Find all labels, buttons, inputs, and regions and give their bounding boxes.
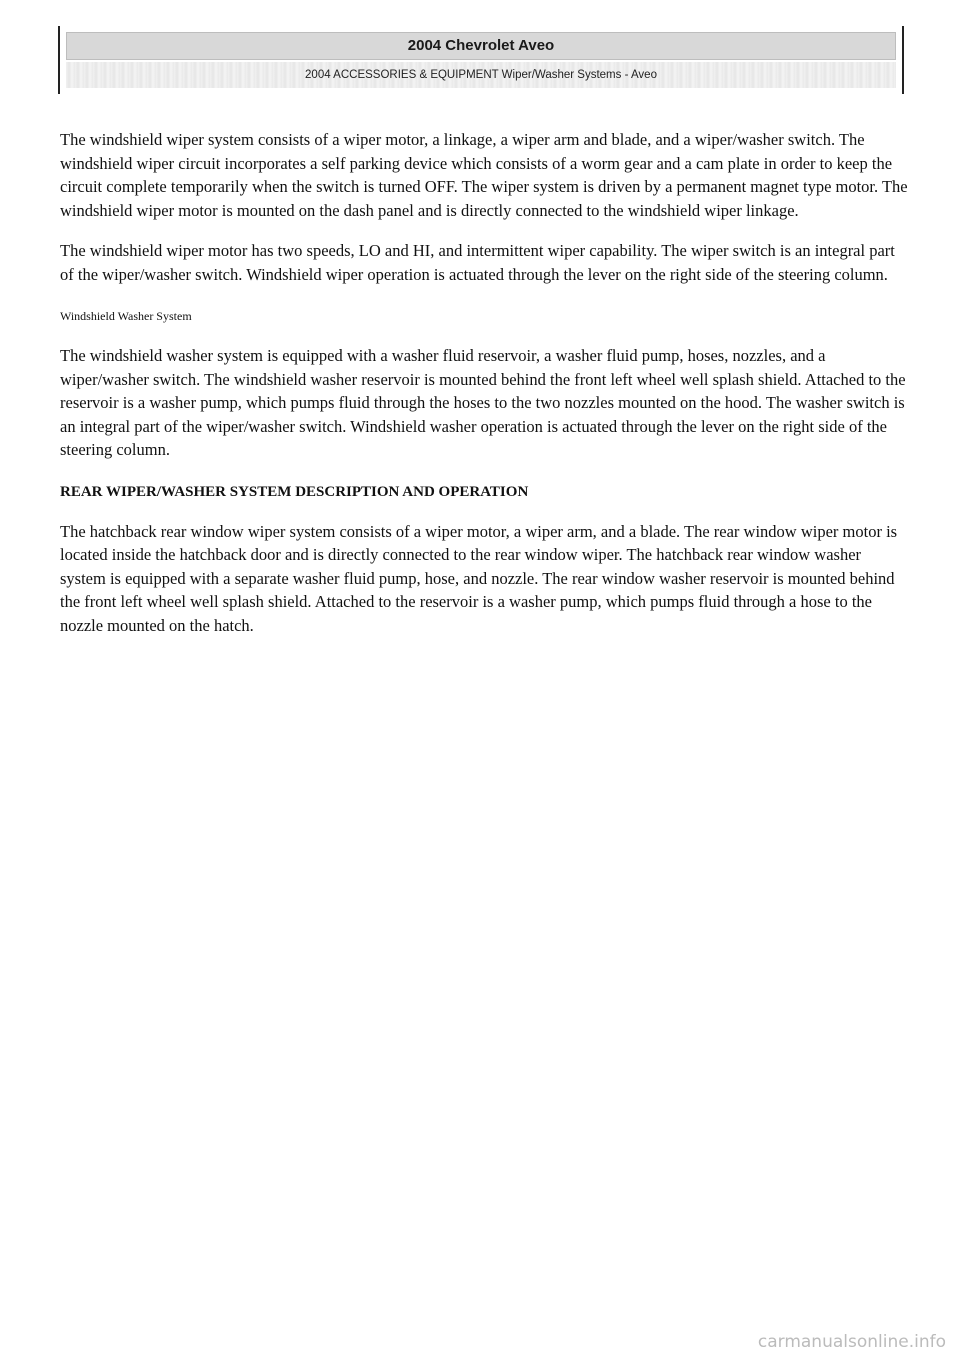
paragraph-rear-wiper: The hatchback rear window wiper system consists of a wiper motor, a wiper arm, and a blade. The rear window wiper motor is located inside the hatchback door and is directly connected to the rear window wiper. The hatchback rear window washer system is equipped with a separate washer fluid pump, hose, and nozzle. The rear window washer reservoir is mounted behind the front left wheel well splash shield. Attached to the reservoir is a washer pump, which pumps fluid through a hose to the nozzle mounted on the hatch. bbox=[60, 521, 898, 635]
page-title: 2004 Chevrolet Aveo bbox=[66, 32, 896, 60]
page-subtitle: 2004 ACCESSORIES & EQUIPMENT Wiper/Washer Systems - Aveo bbox=[66, 62, 896, 88]
document-body bbox=[60, 128, 910, 654]
paragraph-wiper-system: The windshield wiper system consists of a wiper motor, a linkage, a wiper arm and blade, and a wiper/washer switch. The windshield wiper circuit incorporates a self parking device which consists of a worm gear and a cam plate in order to keep the circuit complete temporarily when the switch is turned OFF. The wiper system is driven by a permanent magnet type motor. The windshield wiper motor is mounted on the dash panel and is directly connected to the windshield wiper linkage. bbox=[60, 130, 908, 220]
paragraph-washer-system: The windshield washer system is equipped with a washer fluid reservoir, a washer fluid pump, hoses, nozzles, and a wiper/washer switch. The windshield washer reservoir is mounted behind the front left wheel well splash shield. Attached to the reservoir is a washer pump, which pumps fluid through the hoses to the two nozzles mounted on the hood. The washer switch is an integral part of the wiper/washer switch. Windshield washer operation is actuated through the lever on the right side of the steering column. bbox=[60, 346, 906, 459]
washer-system-subheading: Windshield Washer System bbox=[60, 309, 192, 323]
rear-wiper-heading: REAR WIPER/WASHER SYSTEM DESCRIPTION AND OPERATION bbox=[60, 483, 529, 500]
paragraph-wiper-speeds: The windshield wiper motor has two speeds, LO and HI, and intermittent wiper capability. The wiper switch is an integral part of the wiper/washer switch. Windshield wiper operation is actuated through the lever on the right side of the steering column. bbox=[60, 241, 895, 284]
page-header bbox=[58, 26, 904, 94]
watermark: carmanualsonline.info bbox=[757, 1332, 946, 1352]
